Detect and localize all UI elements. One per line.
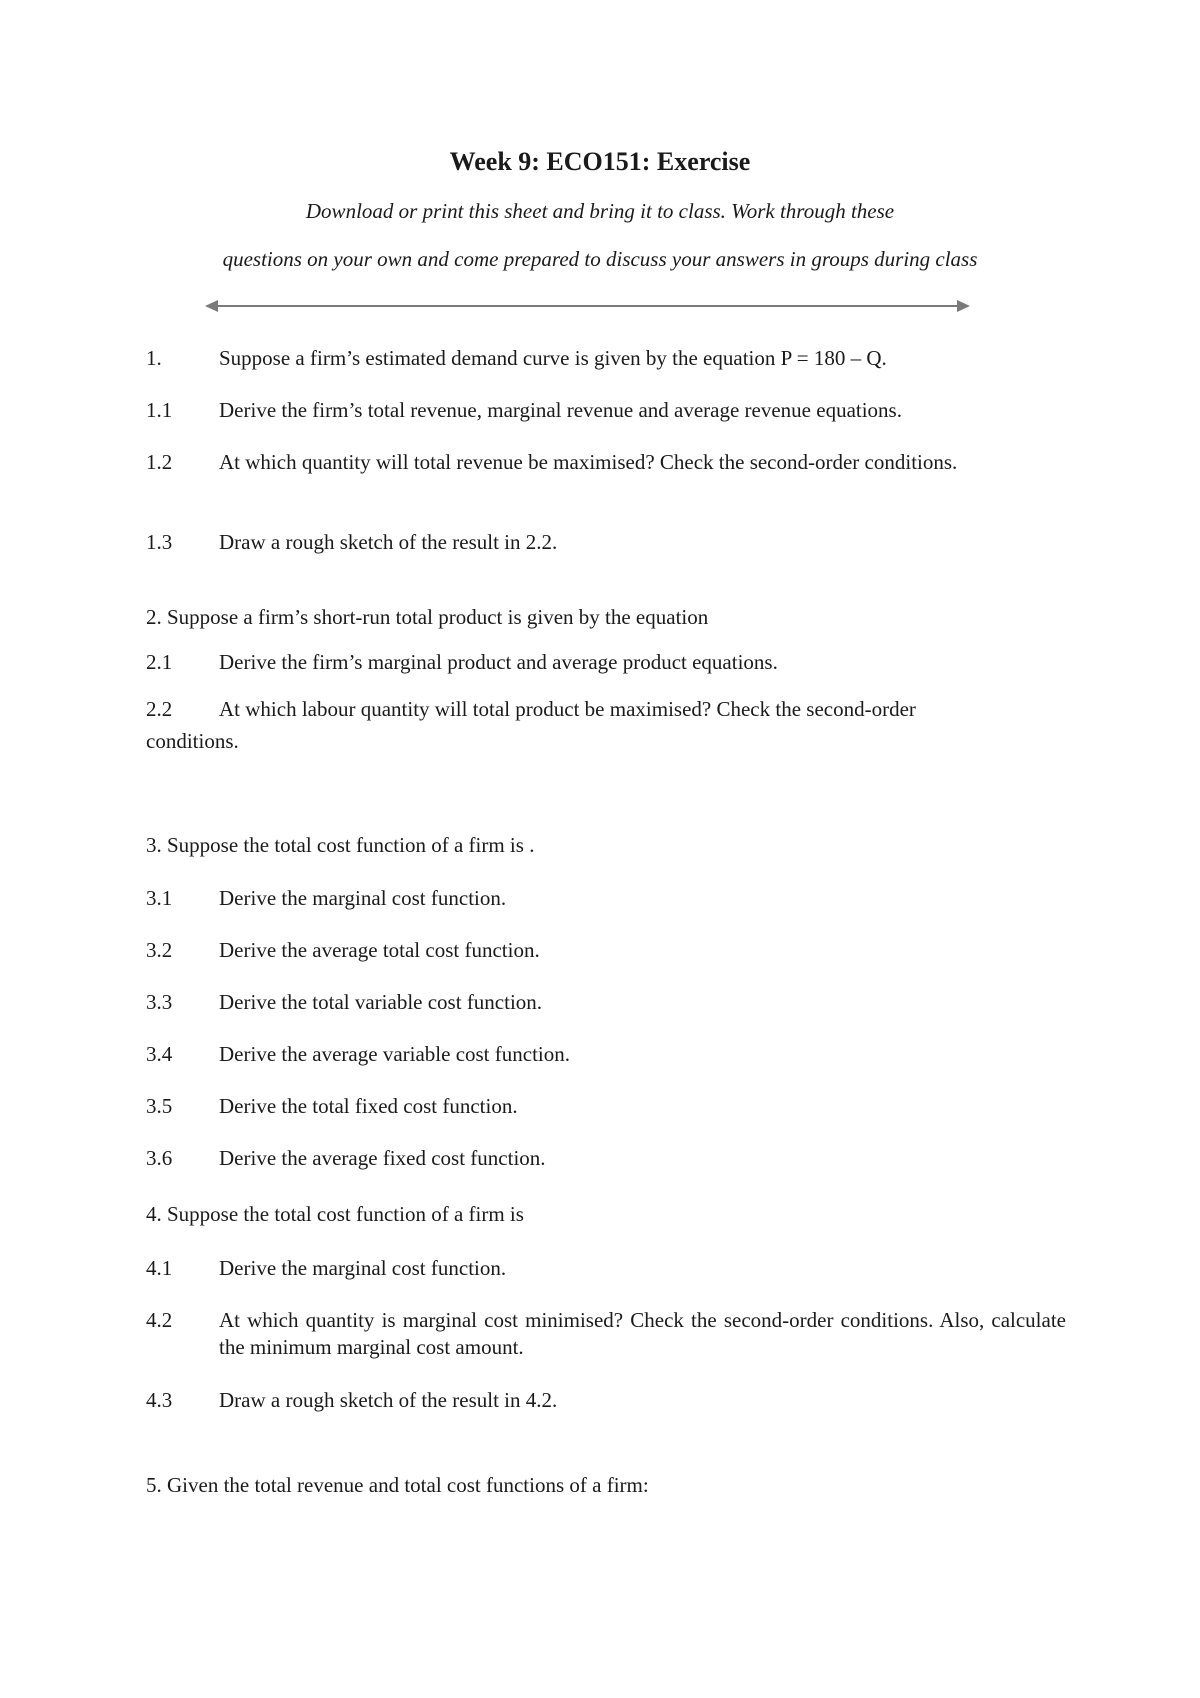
item-number: 1.3 — [146, 530, 173, 554]
item-number: 3.2 — [146, 938, 173, 962]
item-text: Derive the average variable cost function. — [219, 1042, 571, 1066]
question-4-text: 4. Suppose the total cost function of a firm is — [146, 1202, 524, 1226]
item-number: 3.6 — [146, 1146, 173, 1170]
item-number: 4.3 — [146, 1388, 173, 1412]
item-text: Draw a rough sketch of the result in 2.2. — [219, 530, 558, 554]
item-text: Derive the average total cost function. — [219, 938, 540, 962]
item-text: Derive the firm’s total revenue, marginal revenue and average revenue equations. — [219, 398, 902, 422]
item-text: Derive the average fixed cost function. — [219, 1146, 546, 1170]
item-text: Derive the total variable cost function. — [219, 990, 543, 1014]
item-number: 4.2 — [146, 1308, 173, 1332]
item-number: 2.1 — [146, 650, 173, 674]
page-title: Week 9: ECO151: Exercise — [449, 147, 751, 176]
question-text: Suppose a firm’s estimated demand curve is given by the equation P = 180 – Q. — [219, 346, 887, 370]
question-2-text: 2. Suppose a firm’s short-run total product is given by the equation — [146, 605, 709, 629]
item-continuation: conditions. — [146, 729, 239, 753]
item-text: Derive the firm’s marginal product and average product equations. — [219, 650, 778, 674]
item-number: 1.1 — [146, 398, 173, 422]
item-text: At which quantity is marginal cost minimised? Check the second-order conditions. Also, calculate the minimum marginal cost amount. — [219, 1308, 1066, 1359]
item-number: 3.1 — [146, 886, 173, 910]
item-number: 3.5 — [146, 1094, 173, 1118]
item-number: 1.2 — [146, 450, 173, 474]
item-number: 3.3 — [146, 990, 173, 1014]
question-5-text: 5. Given the total revenue and total cost functions of a firm: — [146, 1473, 649, 1497]
question-number: 1. — [146, 346, 162, 370]
item-text: At which quantity will total revenue be maximised? Check the second-order conditions. — [219, 450, 958, 474]
item-text: Derive the marginal cost function. — [219, 1256, 507, 1280]
instructions-line-1: Download or print this sheet and bring it to class. Work through these — [305, 199, 895, 223]
question-3-text: 3. Suppose the total cost function of a firm is . — [146, 833, 535, 857]
item-number: 4.1 — [146, 1256, 173, 1280]
item-text: Derive the total fixed cost function. — [219, 1094, 518, 1118]
instructions-line-2: questions on your own and come prepared to discuss your answers in groups during class — [222, 247, 978, 271]
item-number: 2.2 — [146, 697, 173, 721]
item-number: 3.4 — [146, 1042, 173, 1066]
double-arrow-divider — [205, 298, 970, 314]
item-text: At which labour quantity will total product be maximised? Check the second-order — [219, 697, 916, 721]
item-text: Draw a rough sketch of the result in 4.2. — [219, 1388, 558, 1412]
item-text: Derive the marginal cost function. — [219, 886, 507, 910]
